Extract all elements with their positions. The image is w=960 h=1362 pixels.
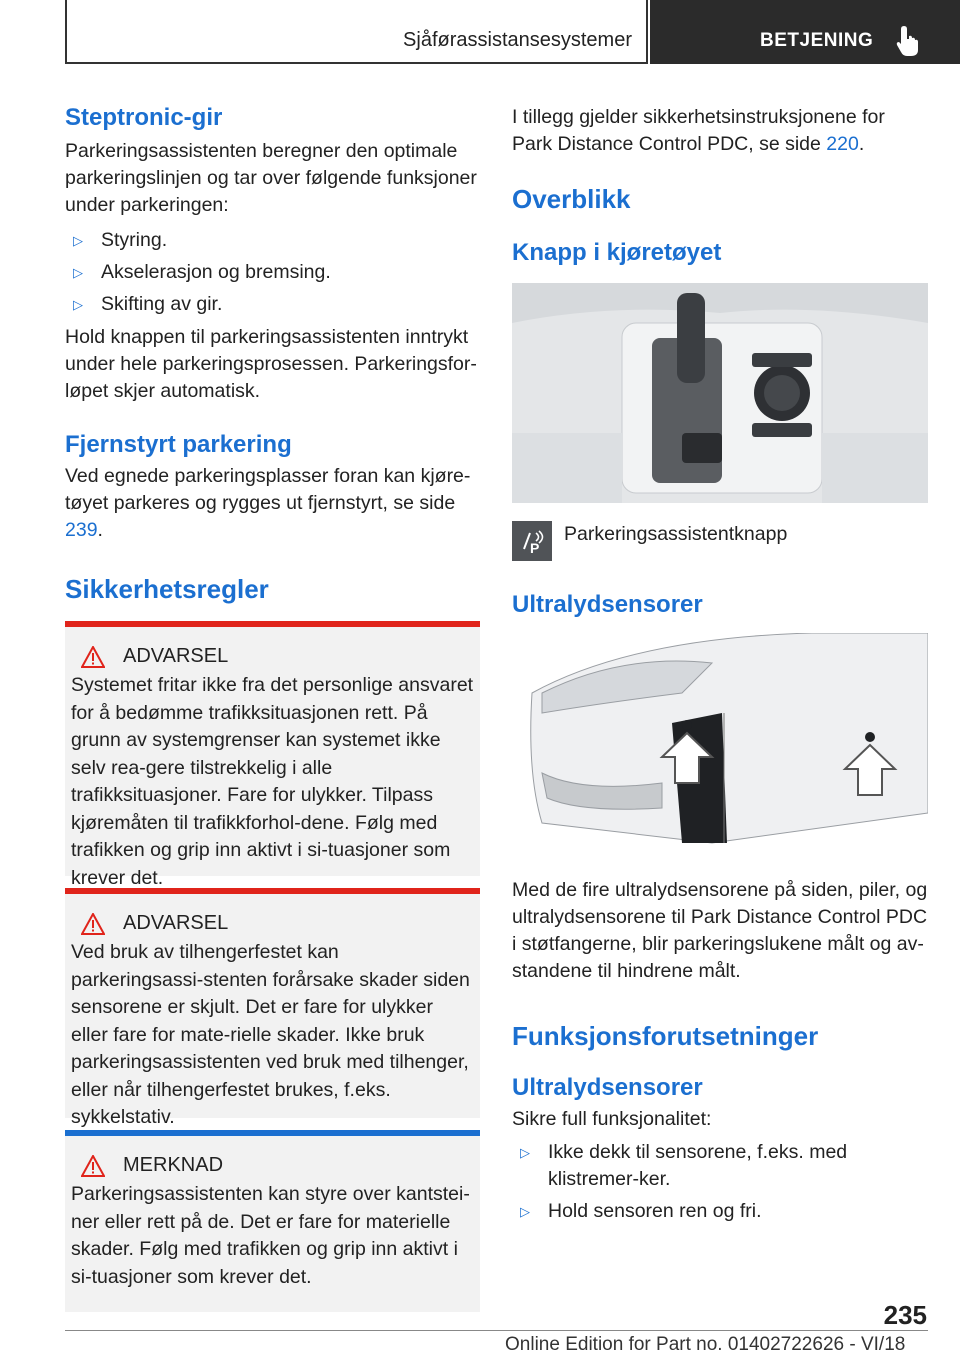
bullet-triangle-icon: ▷: [520, 1145, 530, 1160]
warning-triangle-icon: [81, 913, 105, 935]
warning-label: ADVARSEL: [123, 645, 229, 667]
note-text: Parkeringsassistenten kan styre over kantstei-ner eller rett på de. Det er fare for materielle skader. Følg med trafikken og grip inn aktivt i si-tuasjoner som krever det.: [71, 1183, 470, 1288]
warning-box-1: [65, 621, 480, 889]
list-item: ▷ Ikke dekk til sensorene, f.eks. med klistremer-ker.: [512, 1139, 928, 1193]
parking-assist-icon: [512, 521, 552, 561]
requirements-heading: Funksjonsforutsetninger: [512, 1021, 819, 1051]
header-chapter-title: BETJENING: [760, 30, 874, 51]
pdc-text: I tillegg gjelder sikkerhetsinstruksjonene for Park Distance Control PDC, se side 220.: [512, 106, 885, 155]
list-item: ▷ Styring.: [65, 227, 480, 254]
bullet-triangle-icon: ▷: [73, 265, 83, 280]
page-link-239[interactable]: 239: [65, 519, 98, 541]
svg-text:P: P: [530, 540, 540, 556]
bumper-photo: [512, 633, 928, 855]
ultrasonic-heading: Ultralydsensorer: [512, 591, 703, 618]
remote-parking-text: Ved egnede parkeringsplasser foran kan kjøre-tøyet parkeres og rygges ut fjernstyrt, se side 239.: [65, 465, 471, 541]
bumper-illustration: [512, 633, 928, 855]
req-intro: Sikre full funksjonalitet:: [512, 1108, 712, 1130]
bullet-triangle-icon: ▷: [73, 233, 83, 248]
list-item: ▷ Hold sensoren ren og fri.: [512, 1198, 928, 1225]
warning-triangle-icon: [81, 646, 105, 668]
steptronic-intro: Parkeringsassistenten beregner den optimale parkeringslinjen og tar over følgende funksjoner under parkeringen:: [65, 140, 477, 216]
console-illustration: [512, 283, 928, 503]
bullet-triangle-icon: ▷: [520, 1204, 530, 1219]
page-link-220[interactable]: 220: [826, 133, 859, 155]
list-item: ▷ Skifting av gir.: [65, 291, 480, 318]
header-section-box: [65, 0, 648, 64]
right-column: [512, 100, 928, 1225]
overview-heading: Overblikk: [512, 184, 631, 214]
remote-parking-heading: Fjernstyrt parkering: [65, 431, 292, 458]
warning-text: Systemet fritar ikke fra det personlige ansvaret for å bedømme trafikksituasjonen rett. På grunn av systemgrenser kan systemet ikke selv rea-gere tilstrekkelig i alle trafikksituasjoner. Fare for ulykker. Tilpass kjøremåten til trafikkforhol-dene. Følg med trafikken og grip inn aktivt i si-tuasjoner som krever det.: [71, 674, 474, 889]
sensors-text: Med de fire ultralydsensorene på siden, piler, og ultralydsensorene til Park Distance Control PDC i støtfangerne, blir parkeringslukene målt og av-standene til hindrene målt.: [512, 879, 928, 982]
steptronic-heading: Steptronic-gir: [65, 104, 223, 131]
bullet-triangle-icon: ▷: [73, 297, 83, 312]
button-heading: Knapp i kjøretøyet: [512, 239, 722, 266]
button-caption: Parkeringsassistentknapp: [564, 522, 788, 545]
warning-box-2: [65, 888, 480, 1128]
req-sensors-heading: Ultralydsensorer: [512, 1074, 703, 1101]
list-item: ▷ Akselerasjon og bremsing.: [65, 259, 480, 286]
warning-triangle-icon: [81, 1155, 105, 1177]
hold-text: Hold knappen til parkeringsassistenten inntrykt under hele parkeringsprosessen. Parkeringsfor-løpet skjer automatisk.: [65, 326, 477, 402]
note-label: MERKNAD: [123, 1154, 224, 1176]
page-number: 235: [883, 1300, 927, 1330]
warning-label: ADVARSEL: [123, 912, 229, 934]
warning-text: Ved bruk av tilhengerfestet kan parkeringsassi-stenten forårsake skader siden sensorene er skjult. Det er fare for ulykker eller fare for mate-rielle skader. Ikke bruk parkeringsassistenten ved bruk med tilhenger, eller når tilhengerfestet brukes, f.eks. sykkelstativ.: [71, 941, 470, 1128]
header-chapter-box: [650, 0, 960, 64]
hand-pointer-icon: [892, 22, 928, 58]
footer-edition: Online Edition for Part no. 01402722626 - VI/18: [505, 1334, 906, 1355]
footer-rule: [65, 1330, 928, 1331]
left-column: [65, 100, 480, 1312]
console-photo: [512, 283, 928, 503]
safety-heading: Sikkerhetsregler: [65, 574, 269, 604]
header-section-title: Sjåførassistansesystemer: [403, 29, 632, 51]
note-box: [65, 1130, 480, 1312]
